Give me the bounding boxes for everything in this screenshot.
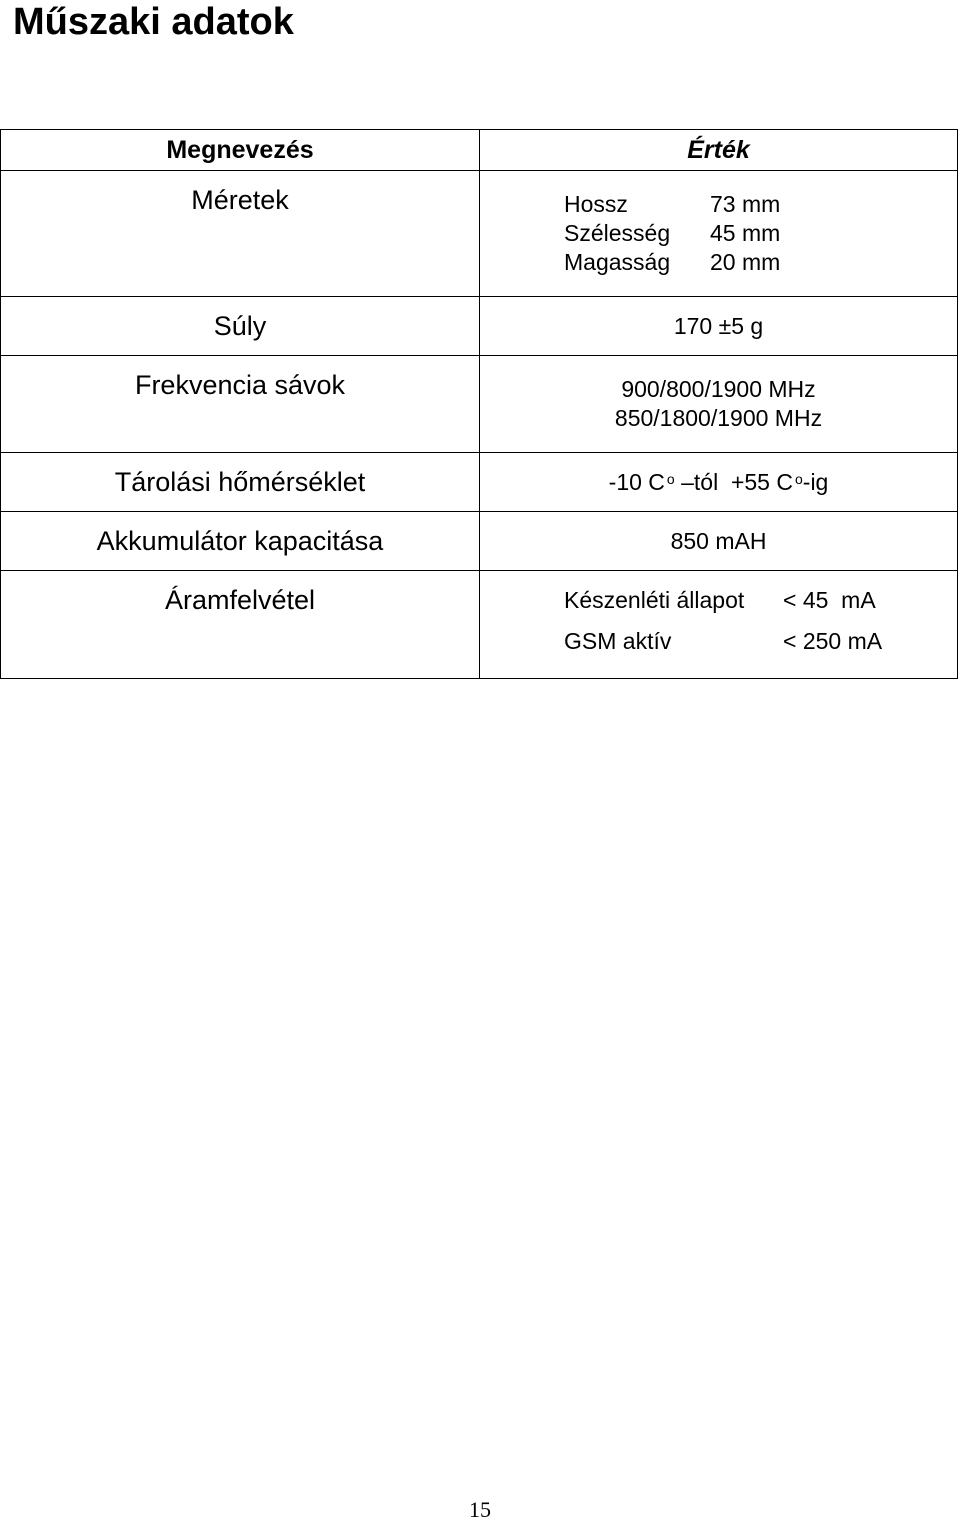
temp-from: -10 C — [608, 468, 665, 495]
table-row — [1, 571, 958, 679]
dim-label: Magasság — [564, 249, 671, 275]
dim-value: 20 mm — [710, 249, 781, 275]
temp-to: -ig — [802, 468, 829, 495]
page-number: 15 — [469, 1497, 491, 1522]
row-value-dimensions — [480, 171, 958, 297]
row-name-current: Áramfelvétel — [1, 571, 480, 679]
current-value: < 45 mA — [783, 586, 876, 613]
page-title: Műszaki adatok — [13, 1, 294, 43]
table-row — [1, 356, 958, 453]
row-name-storage-temp: Tárolási hőmérséklet — [1, 453, 480, 512]
dim-value: 45 mm — [710, 220, 781, 246]
row-value-current — [480, 571, 958, 679]
spec-table — [0, 129, 958, 679]
table-row — [1, 171, 958, 297]
row-value-weight: 170 ±5 g — [480, 297, 958, 356]
table-header-row — [1, 130, 958, 171]
degree-symbol: o — [794, 470, 803, 487]
row-value-storage-temp — [480, 453, 958, 512]
row-value-battery: 850 mAH — [480, 512, 958, 571]
table-row — [1, 453, 958, 512]
dim-label: Hossz — [564, 191, 628, 217]
degree-symbol: o — [666, 470, 675, 487]
dim-value: 73 mm — [710, 191, 781, 217]
row-name-battery: Akkumulátor kapacitása — [1, 512, 480, 571]
row-name-dimensions: Méretek — [1, 171, 480, 297]
header-name: Megnevezés — [1, 130, 480, 171]
current-label: Készenléti állapot — [564, 586, 745, 613]
table-row — [1, 512, 958, 571]
current-value: < 250 mA — [783, 627, 883, 654]
current-label: GSM aktív — [564, 627, 672, 654]
row-name-weight: Súly — [1, 297, 480, 356]
frequency-line: 900/800/1900 MHz — [621, 376, 816, 402]
header-value: Érték — [480, 130, 958, 171]
table-row — [1, 297, 958, 356]
row-name-frequency: Frekvencia sávok — [1, 356, 480, 453]
temp-mid: –tól +55 C — [674, 468, 793, 495]
row-value-frequency — [480, 356, 958, 453]
dim-label: Szélesség — [564, 220, 671, 246]
frequency-line: 850/1800/1900 MHz — [614, 405, 823, 431]
